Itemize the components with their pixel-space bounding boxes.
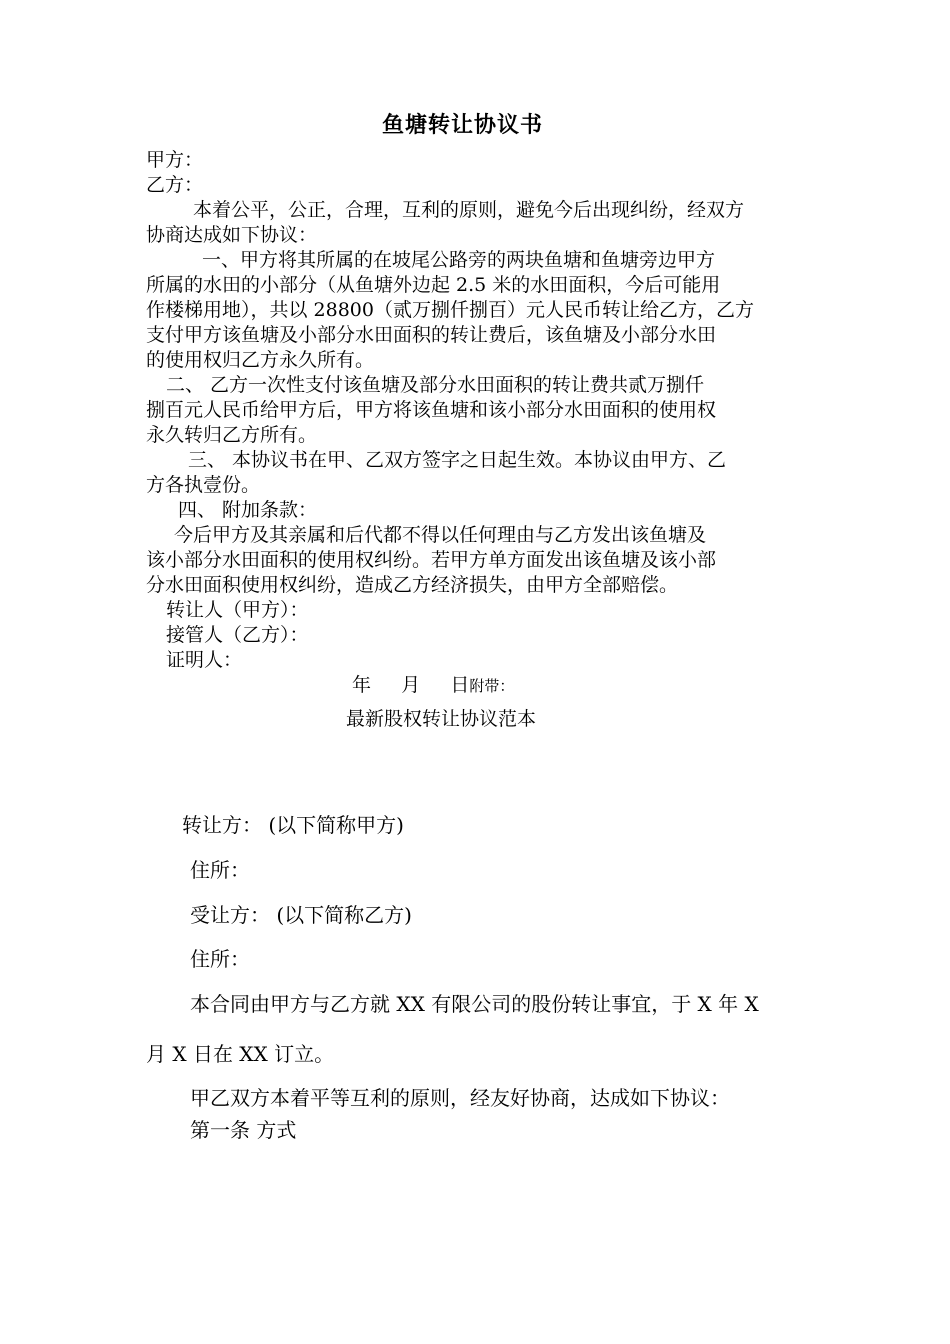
intro-line-1: 本着公平，公正，合理，互利的原则，避免今后出现纠纷，经双方	[193, 199, 745, 221]
signature-witness: 证明人：	[166, 649, 243, 671]
clause-4-line-1: 四、 附加条款：	[178, 499, 318, 521]
consensus-line: 甲乙双方本着平等互利的原则，经友好协商，达成如下协议：	[190, 1086, 730, 1110]
date-line	[146, 673, 808, 699]
signature-receiver: 接管人（乙方）：	[166, 624, 309, 646]
transferee-line: 受让方： (以下简称乙方)	[190, 903, 412, 927]
clause-1-line-1: 一、甲方将其所属的在坡尾公路旁的两块鱼塘和鱼塘旁边甲方	[202, 249, 716, 271]
article-1-heading: 第一条 方式	[190, 1118, 297, 1142]
clause-4-line-2: 今后甲方及其亲属和后代都不得以任何理由与乙方发出该鱼塘及	[174, 524, 707, 546]
clause-2-line-3: 永久转归乙方所有。	[146, 424, 318, 446]
transferor-address-line: 住所：	[190, 858, 250, 882]
clause-3-line-1: 三、 本协议书在甲、乙双方签字之日起生效。本协议由甲方、乙	[188, 449, 727, 471]
transferor-line: 转让方： (以下简称甲方)	[182, 813, 404, 837]
party-a-label: 甲方：	[146, 149, 204, 171]
clause-4-line-4: 分水田面积使用权纠纷，造成乙方经济损失，由甲方全部赔偿。	[146, 574, 679, 596]
clause-3-line-2: 方各执壹份。	[146, 474, 261, 496]
basis-line-2: 月 X 日在 XX 订立。	[146, 1042, 335, 1066]
attachment-label: 附带：	[469, 677, 515, 695]
signature-transferor: 转让人（甲方）：	[166, 599, 309, 621]
agreement-body	[146, 148, 808, 699]
clause-2-line-1: 二、 乙方一次性支付该鱼塘及部分水田面积的转让费共贰万捌仟	[166, 374, 705, 396]
clause-4-line-3: 该小部分水田面积的使用权纠纷。若甲方单方面发出该鱼塘及该小部	[146, 549, 717, 571]
party-b-label: 乙方：	[146, 174, 204, 196]
basis-line-1: 本合同由甲方与乙方就 XX 有限公司的股份转让事宜，于 X 年 X	[190, 992, 759, 1016]
document-title: 鱼塘转让协议书	[381, 112, 543, 138]
intro-line-2: 协商达成如下协议：	[146, 224, 318, 246]
clause-1-line-5: 的使用权归乙方永久所有。	[146, 349, 375, 371]
date-text: 年 月 日	[352, 674, 470, 696]
clause-2-line-2: 捌百元人民币给甲方后，甲方将该鱼塘和该小部分水田面积的使用权	[146, 399, 717, 421]
clause-1-line-3: 作楼梯用地），共以 28800（贰万捌仟捌百）元人民币转让给乙方，乙方	[146, 299, 754, 321]
clause-1-line-2: 所属的水田的小部分（从鱼塘外边起 2.5 米的水田面积，今后可能用	[146, 274, 721, 296]
clause-1-line-4: 支付甲方该鱼塘及小部分水田面积的转让费后，该鱼塘及小部分水田	[146, 324, 717, 346]
transferee-address-line: 住所：	[190, 947, 250, 971]
attachment-title: 最新股权转让协议范本	[346, 708, 537, 730]
